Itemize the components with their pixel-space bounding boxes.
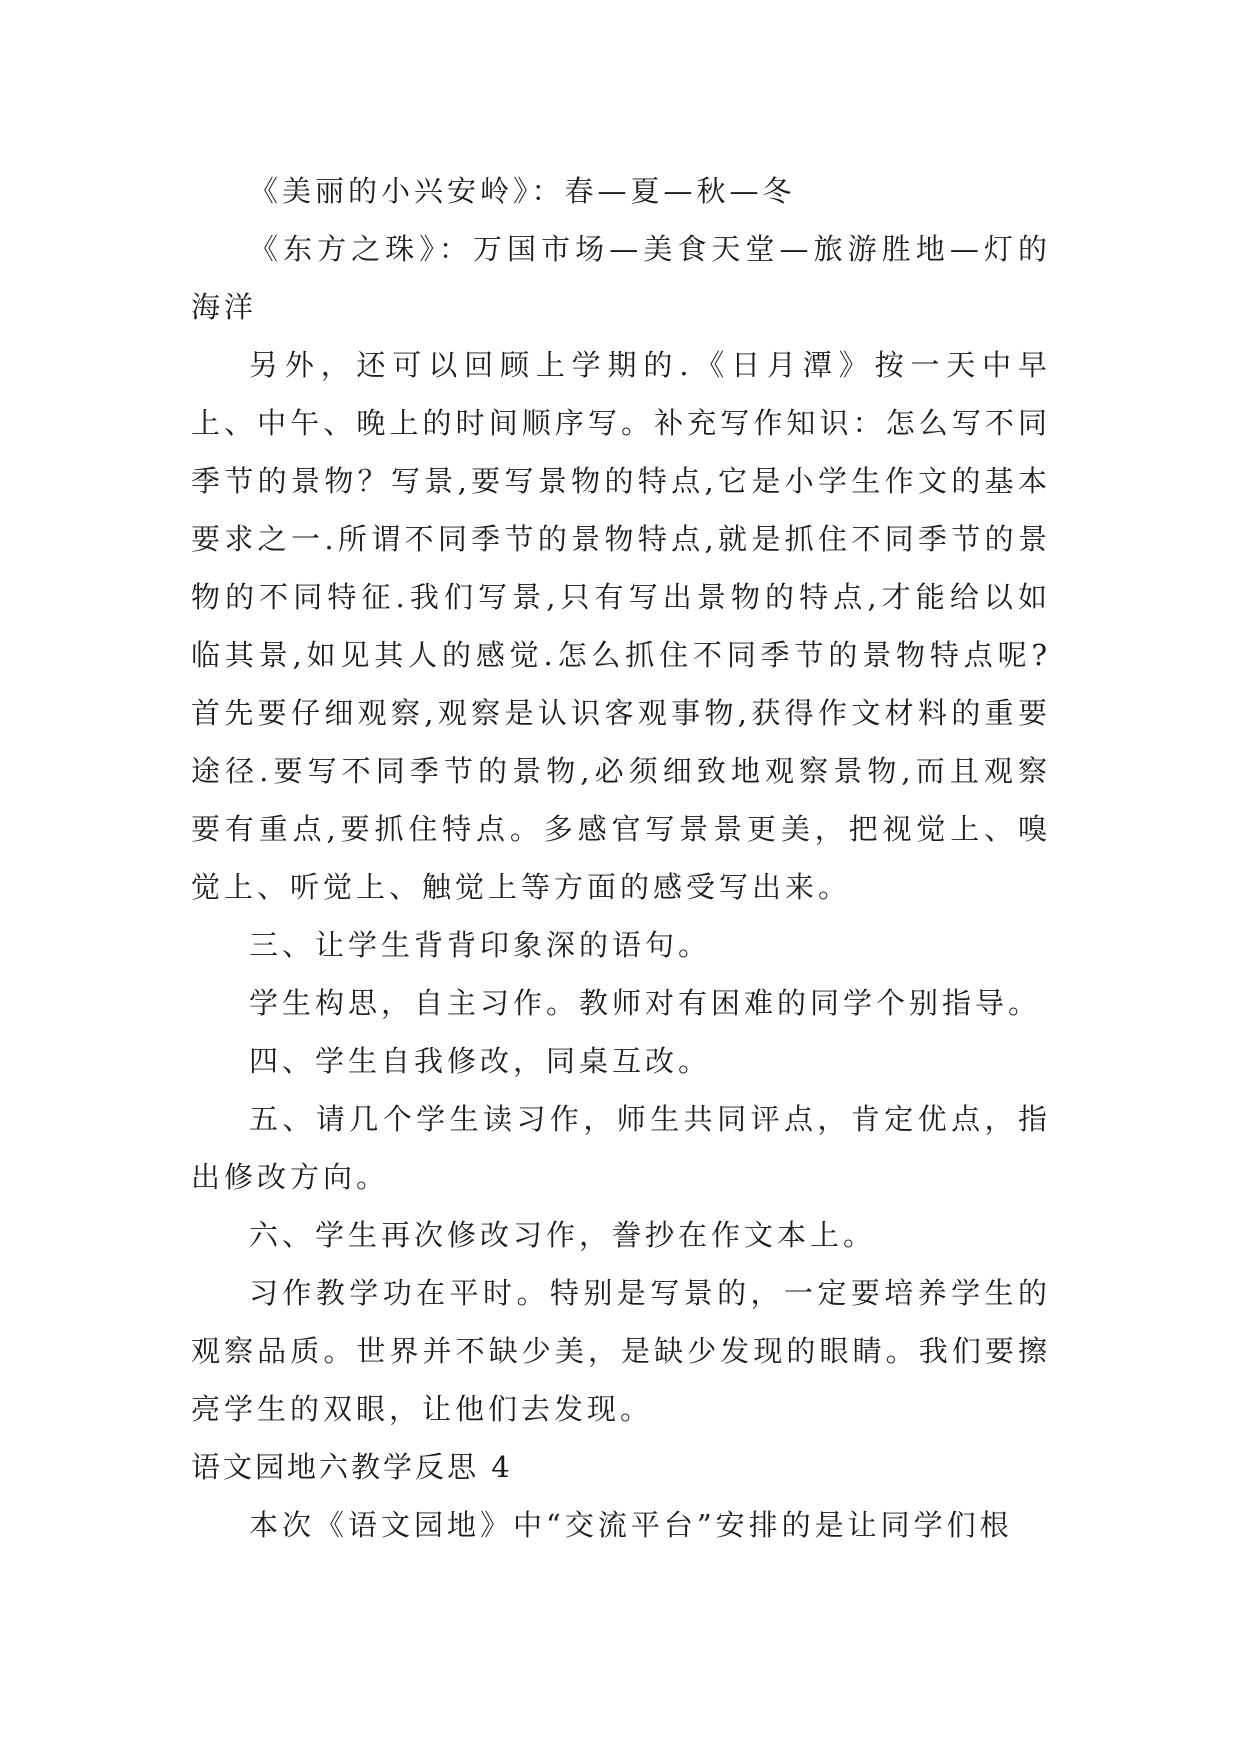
paragraph-spring-summer: 《美丽的小兴安岭》：春—夏—秋—冬	[249, 174, 796, 208]
paragraph-exchange-platform: 本次《语文园地》中“交流平台”安排的是让同学们根	[249, 1508, 1013, 1542]
paragraph-student-drafting: 学生构思，自主习作。教师对有困难的同学个别指导。	[249, 986, 1042, 1020]
section-heading: 语文园地六教学反思 4	[191, 1450, 513, 1484]
paragraph-step-six: 六、学生再次修改习作，誊抄在作文本上。	[249, 1218, 877, 1252]
paragraph-oriental-pearl: 《东方之珠》：万国市场—美食天堂—旅游胜地—灯的海洋	[191, 232, 1051, 324]
document-body	[191, 162, 1051, 1554]
paragraph-reflection: 习作教学功在平时。特别是写景的，一定要培养学生的观察品质。世界并不缺少美，是缺少发现的眼睛。我们要擦亮学生的双眼，让他们去发现。	[191, 1276, 1051, 1426]
paragraph-step-five: 五、请几个学生读习作，师生共同评点，肯定优点，指出修改方向。	[191, 1102, 1051, 1194]
paragraph-writing-knowledge: 另外，还可以回顾上学期的.《日月潭》按一天中早上、中午、晚上的时间顺序写。补充写作知识：怎么写不同季节的景物？写景,要写景物的特点,它是小学生作文的基本要求之一.所谓不同季节的景物特点,就是抓住不同季节的景物的不同特征.我们写景,只有写出景物的特点,才能给以如临其景,如见其人的感觉.怎么抓住不同季节的景物特点呢?首先要仔细观察,观察是认识客观事物,获得作文材料的重要途径.要写不同季节的景物,必须细致地观察景物,而且观察要有重点,要抓住特点。多感官写景景更美，把视觉上、嗅觉上、听觉上、触觉上等方面的感受写出来。	[191, 348, 1051, 904]
paragraph-step-four: 四、学生自我修改，同桌互改。	[249, 1044, 712, 1078]
paragraph-step-three: 三、让学生背背印象深的语句。	[249, 928, 712, 962]
